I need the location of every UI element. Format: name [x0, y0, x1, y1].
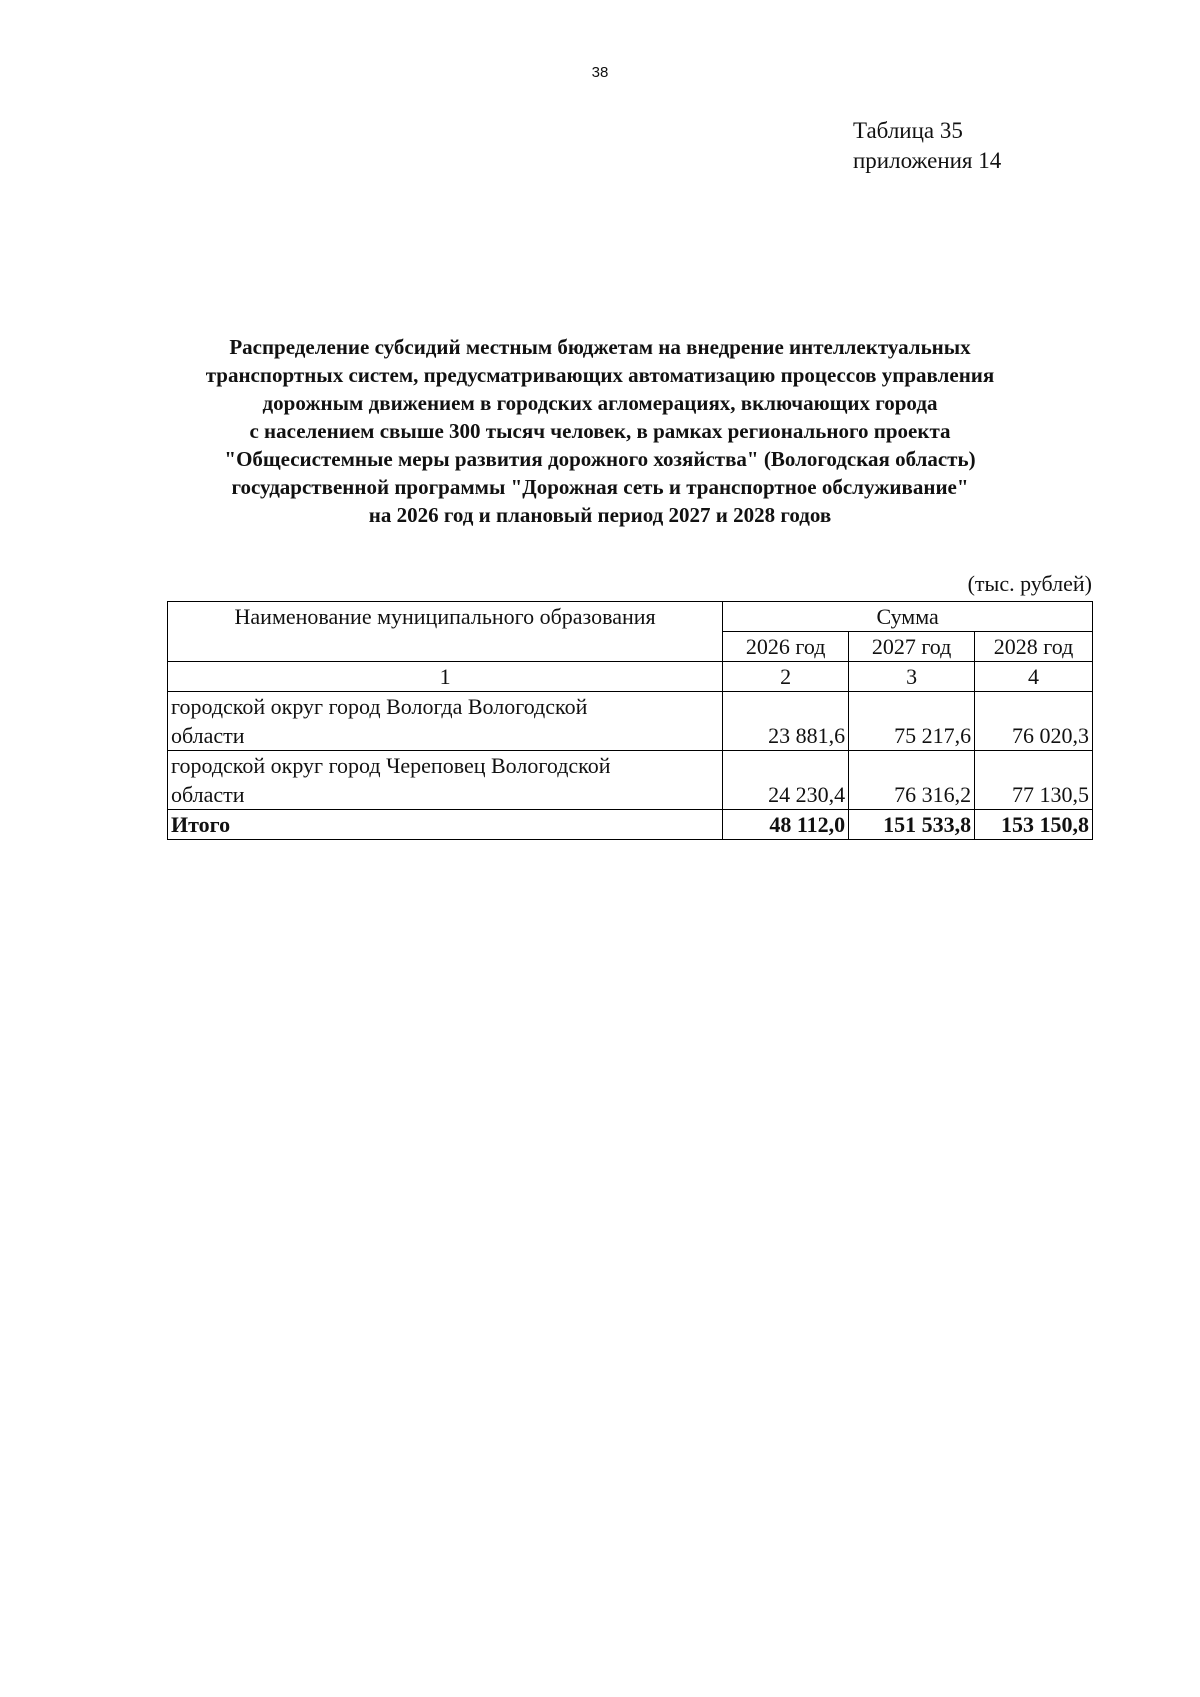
column-number: 2	[723, 662, 849, 692]
municipality-name	[168, 751, 723, 810]
page-number: 38	[591, 64, 609, 81]
table-row	[168, 692, 1093, 751]
value-2027: 75 217,6	[849, 692, 975, 751]
header-year-2028: 2028 год	[975, 632, 1093, 662]
header-year-2027: 2027 год	[849, 632, 975, 662]
title-line: дорожным движением в городских агломерациях, включающих города	[262, 391, 938, 415]
value-2026: 24 230,4	[723, 751, 849, 810]
total-label: Итого	[168, 810, 723, 840]
header-year-2026: 2026 год	[723, 632, 849, 662]
title-line: Распределение субсидий местным бюджетам на внедрение интеллектуальных	[229, 335, 971, 359]
column-number: 1	[168, 662, 723, 692]
municipality-name-line: городской округ город Череповец Вологодской	[171, 753, 611, 778]
title-line: государственной программы "Дорожная сеть и транспортное обслуживание"	[231, 475, 969, 499]
title-line: на 2026 год и плановый период 2027 и 2028 годов	[368, 503, 832, 527]
table-reference-line: Таблица 35	[853, 118, 963, 143]
total-2026: 48 112,0	[723, 810, 849, 840]
column-number-row	[168, 662, 1093, 692]
title-line: транспортных систем, предусматривающих автоматизацию процессов управления	[205, 363, 995, 387]
total-2027: 151 533,8	[849, 810, 975, 840]
units-label: (тыс. рублей)	[967, 571, 1092, 596]
header-municipality-name: Наименование муниципального образования	[168, 602, 723, 662]
title-line: с населением свыше 300 тысяч человек, в рамках регионального проекта	[249, 419, 951, 443]
table-header-row	[168, 602, 1093, 632]
value-2028: 77 130,5	[975, 751, 1093, 810]
total-2028: 153 150,8	[975, 810, 1093, 840]
total-row	[168, 810, 1093, 840]
distribution-table	[167, 601, 1093, 840]
value-2026: 23 881,6	[723, 692, 849, 751]
municipality-name	[168, 692, 723, 751]
table-row	[168, 751, 1093, 810]
table-reference	[853, 116, 1001, 176]
value-2027: 76 316,2	[849, 751, 975, 810]
value-2028: 76 020,3	[975, 692, 1093, 751]
municipality-name-line: области	[171, 782, 245, 807]
table-reference-line: приложения 14	[853, 148, 1002, 173]
document-title	[120, 333, 1080, 529]
column-number: 3	[849, 662, 975, 692]
municipality-name-line: области	[171, 723, 245, 748]
header-sum: Сумма	[723, 602, 1093, 632]
column-number: 4	[975, 662, 1093, 692]
title-line: "Общесистемные меры развития дорожного хозяйства" (Вологодская область)	[224, 447, 976, 471]
municipality-name-line: городской округ город Вологда Вологодской	[171, 694, 588, 719]
